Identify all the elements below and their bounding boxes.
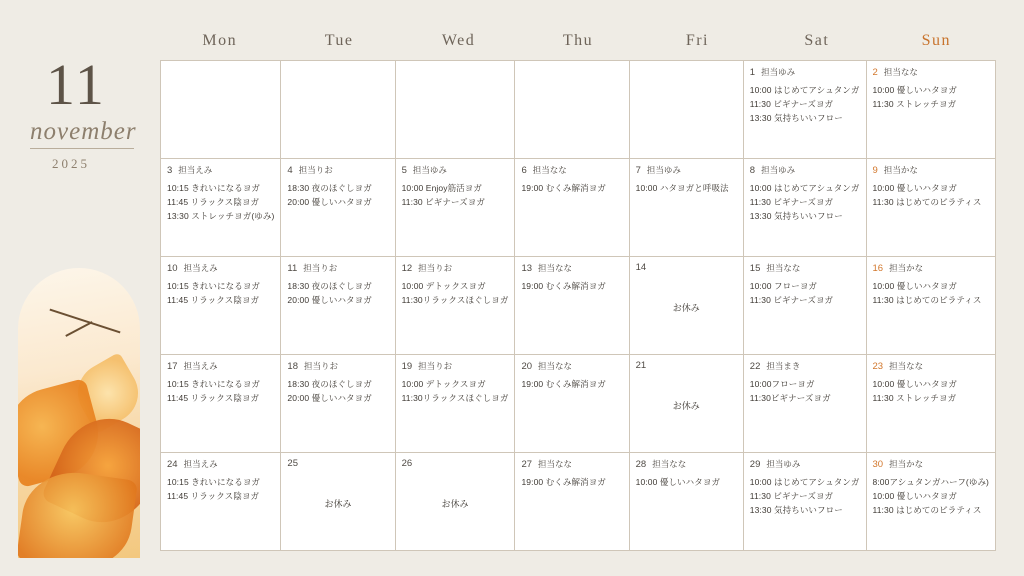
month-number: 11 [46, 52, 106, 117]
event-list [402, 377, 509, 405]
calendar-day-cell[interactable] [744, 159, 867, 257]
day-number: 22 [749, 361, 761, 372]
event-item[interactable]: 13:30 気持ちいいフロー [749, 505, 843, 515]
event-item[interactable]: 11:45 リラックス陰ヨガ [167, 197, 260, 207]
event-list [521, 181, 622, 195]
day-number: 26 [401, 458, 413, 469]
calendar-cell-empty [515, 61, 629, 159]
day-number: 8 [749, 165, 756, 176]
day-header [287, 360, 388, 373]
event-list [873, 377, 989, 405]
event-item[interactable]: 10:00 優しいハタヨガ [635, 477, 721, 487]
day-number: 28 [635, 459, 647, 470]
day-number: 27 [521, 459, 533, 470]
day-header [750, 262, 860, 275]
staff-label: 担当なな [532, 165, 567, 175]
day-number: 15 [749, 263, 761, 274]
event-list [636, 181, 737, 195]
event-list [750, 377, 860, 405]
day-header [636, 164, 737, 177]
event-list [873, 279, 989, 307]
sidebar [0, 0, 160, 576]
staff-label: 担当えみ [183, 459, 218, 469]
day-header [636, 262, 737, 275]
month-name-script: november [30, 118, 137, 145]
event-list [167, 475, 274, 503]
day-number: 12 [401, 263, 413, 274]
event-item[interactable]: 11:30ビギナーズヨガ [749, 393, 831, 403]
day-number: 3 [167, 165, 173, 176]
day-header [287, 164, 388, 177]
staff-label: 担当ゆみ [646, 165, 681, 175]
event-list [402, 181, 509, 209]
event-list [287, 181, 388, 209]
day-header [167, 458, 274, 471]
staff-label: 担当りお [303, 263, 338, 273]
calendar-day-cell[interactable] [867, 61, 996, 159]
event-item[interactable]: 10:15 きれいになるヨガ [167, 379, 261, 389]
weekday-header-thu: Thu [562, 32, 594, 49]
closed-label: お休み [672, 303, 700, 313]
event-list [287, 279, 388, 307]
event-item[interactable]: 10:15 きれいになるヨガ [167, 183, 261, 193]
event-item[interactable]: 11:30 はじめてのピラティス [872, 295, 982, 305]
calendar-day-cell[interactable] [867, 159, 996, 257]
event-item[interactable]: 10:00 はじめてアシュタンガ [749, 477, 860, 487]
event-item[interactable]: 11:30 ビギナーズヨガ [401, 197, 485, 207]
event-item[interactable]: 10:00 優しいハタヨガ [872, 379, 957, 389]
event-item[interactable]: 11:45 リラックス陰ヨガ [167, 295, 260, 305]
day-number: 19 [401, 361, 413, 372]
day-number: 30 [872, 459, 884, 470]
staff-label: 担当なな [889, 361, 924, 371]
calendar-day-cell[interactable] [744, 355, 867, 453]
day-number: 13 [521, 263, 533, 274]
event-item[interactable]: 20:00 優しいハタヨガ [287, 393, 372, 403]
day-number: 17 [167, 361, 178, 372]
calendar-day-cell[interactable] [867, 453, 996, 551]
event-list [521, 475, 622, 489]
staff-label: 担当かな [889, 459, 924, 469]
day-number: 10 [167, 263, 178, 274]
event-list [750, 279, 860, 307]
autumn-leaves-photo [18, 268, 140, 558]
day-header [873, 262, 989, 275]
calendar-day-cell[interactable] [515, 257, 629, 355]
staff-label: 担当かな [883, 165, 918, 175]
staff-label: 担当ゆみ [766, 459, 801, 469]
calendar-cell-empty [161, 61, 281, 159]
event-item[interactable]: 10:00 優しいハタヨガ [872, 85, 957, 95]
event-item[interactable]: 19:00 むくみ解消ヨガ [521, 183, 606, 193]
calendar-day-cell[interactable] [515, 355, 629, 453]
event-item[interactable]: 20:00 優しいハタヨガ [287, 197, 372, 207]
day-number: 21 [635, 360, 647, 371]
event-item[interactable]: 10:00 はじめてアシュタンガ [749, 85, 860, 95]
year-label: 2025 [52, 156, 90, 171]
staff-label: 担当りお [304, 361, 339, 371]
day-header [402, 458, 509, 471]
event-list [750, 475, 860, 517]
day-header [402, 164, 509, 177]
calendar-day-cell[interactable] [515, 159, 629, 257]
staff-label: 担当なな [766, 263, 801, 273]
event-item[interactable]: 11:30 ストレッチヨガ [872, 393, 957, 403]
day-header [873, 66, 989, 79]
closed-label: お休み [324, 499, 352, 509]
event-item[interactable]: 13:30 気持ちいいフロー [749, 113, 843, 123]
calendar-cell-empty [396, 61, 516, 159]
event-list [521, 279, 622, 293]
event-item[interactable]: 11:30リラックスほぐしヨガ [401, 295, 509, 305]
event-list [750, 83, 860, 125]
event-item[interactable]: 10:00フローヨガ [749, 379, 815, 389]
event-item[interactable]: 10:00 優しいハタヨガ [872, 281, 957, 291]
calendar-cell-empty [630, 61, 744, 159]
calendar-day-cell[interactable] [515, 453, 629, 551]
day-number: 2 [872, 67, 878, 78]
staff-label: 担当なな [538, 459, 573, 469]
weekday-header-row [160, 32, 996, 60]
day-number: 16 [872, 263, 884, 274]
calendar-day-cell[interactable] [630, 453, 744, 551]
staff-label: 担当なな [538, 361, 573, 371]
staff-label: 担当りお [418, 361, 453, 371]
day-header [167, 360, 274, 373]
calendar-day-cell[interactable] [867, 355, 996, 453]
event-list [636, 475, 737, 489]
day-number: 29 [749, 459, 761, 470]
staff-label: 担当りお [298, 165, 333, 175]
staff-label: 担当えみ [183, 263, 218, 273]
day-number: 24 [167, 459, 178, 470]
day-header [521, 458, 622, 471]
calendar-day-cell[interactable] [161, 453, 281, 551]
day-number: 11 [287, 263, 298, 274]
event-item[interactable]: 10:15 きれいになるヨガ [167, 477, 261, 487]
event-item[interactable]: 11:30リラックスほぐしヨガ [401, 393, 509, 403]
event-item[interactable]: 10:00 ハタヨガと呼吸法 [635, 183, 729, 193]
event-item[interactable]: 10:00 フローヨガ [749, 281, 818, 291]
calendar-day-cell[interactable] [744, 61, 867, 159]
event-item[interactable]: 19:00 むくみ解消ヨガ [521, 281, 606, 291]
event-list [287, 377, 388, 405]
weekday-header-tue: Tue [324, 32, 354, 49]
event-item[interactable]: 10:00 Enjoy筋活ヨガ [401, 183, 482, 193]
event-item[interactable]: 10:00 デトックスヨガ [401, 281, 486, 291]
event-item[interactable]: 8:00アシュタンガハーフ(ゆみ) [872, 477, 989, 487]
day-number: 20 [521, 361, 533, 372]
event-item[interactable]: 10:00 デトックスヨガ [401, 379, 486, 389]
day-number: 6 [521, 165, 527, 176]
event-item[interactable]: 11:30 ビギナーズヨガ [749, 197, 834, 207]
calendar-day-cell[interactable] [396, 159, 516, 257]
event-item[interactable]: 19:00 むくみ解消ヨガ [521, 379, 606, 389]
branch-decoration-secondary [65, 321, 92, 337]
event-item[interactable]: 13:30 ストレッチヨガ(ゆみ) [167, 211, 275, 221]
day-number: 5 [401, 165, 407, 176]
event-item[interactable]: 13:30 気持ちいいフロー [749, 211, 843, 221]
calendar [160, 32, 996, 551]
closed-label: お休み [441, 499, 469, 509]
day-number: 7 [635, 165, 641, 176]
day-header [750, 66, 860, 79]
event-item[interactable]: 10:00 優しいハタヨガ [872, 183, 957, 193]
calendar-day-cell[interactable] [630, 257, 744, 355]
calendar-day-cell[interactable] [744, 453, 867, 551]
event-list [167, 181, 274, 223]
calendar-day-cell[interactable] [161, 355, 281, 453]
day-header [402, 360, 509, 373]
staff-label: 担当えみ [178, 165, 213, 175]
event-list [750, 181, 860, 223]
day-number: 4 [287, 165, 293, 176]
day-header [873, 164, 989, 177]
staff-label: 担当えみ [183, 361, 218, 371]
event-list [873, 83, 989, 111]
event-item[interactable]: 11:30 ビギナーズヨガ [749, 491, 834, 501]
calendar-day-cell[interactable] [396, 257, 516, 355]
event-item[interactable]: 19:00 むくみ解消ヨガ [521, 477, 606, 487]
staff-label: 担当かな [889, 263, 924, 273]
calendar-cell-empty [281, 61, 395, 159]
event-list [873, 181, 989, 209]
day-header [750, 458, 860, 471]
event-list [167, 377, 274, 405]
day-number: 25 [287, 458, 298, 469]
day-number: 9 [872, 165, 878, 176]
calendar-grid [160, 60, 996, 551]
calendar-day-cell[interactable] [630, 159, 744, 257]
day-header [287, 262, 388, 275]
calendar-day-cell[interactable] [161, 257, 281, 355]
weekday-header-sun: Sun [921, 32, 951, 49]
day-header [287, 458, 388, 471]
staff-label: 担当なな [883, 67, 918, 77]
weekday-header-sat: Sat [804, 32, 830, 49]
calendar-day-cell[interactable] [744, 257, 867, 355]
day-header [521, 164, 622, 177]
event-item[interactable]: 11:30 はじめてのピラティス [872, 505, 982, 515]
event-item[interactable]: 11:30 ストレッチヨガ [872, 99, 957, 109]
day-header [167, 164, 274, 177]
day-header [636, 458, 737, 471]
staff-label: 担当なな [538, 263, 573, 273]
day-number: 1 [749, 67, 756, 78]
staff-label: 担当ゆみ [761, 165, 796, 175]
calendar-day-cell[interactable] [281, 257, 395, 355]
event-item[interactable]: 10:15 きれいになるヨガ [167, 281, 261, 291]
event-item[interactable]: 18:30 夜のほぐしヨガ [287, 281, 372, 291]
day-number: 23 [872, 361, 884, 372]
calendar-day-cell[interactable] [396, 355, 516, 453]
calendar-day-cell[interactable] [867, 257, 996, 355]
weekday-header-wed: Wed [441, 32, 476, 49]
day-header [167, 262, 274, 275]
event-item[interactable]: 11:30 ビギナーズヨガ [749, 99, 834, 109]
event-list [402, 279, 509, 307]
branch-decoration [50, 309, 121, 334]
event-item[interactable]: 11:45 リラックス陰ヨガ [167, 491, 260, 501]
day-header [521, 360, 622, 373]
weekday-header-mon: Mon [202, 32, 238, 49]
divider-rule [30, 148, 134, 149]
day-header [873, 360, 989, 373]
day-header [873, 458, 989, 471]
event-item[interactable]: 11:45 リラックス陰ヨガ [167, 393, 260, 403]
event-item[interactable]: 20:00 優しいハタヨガ [287, 295, 372, 305]
event-item[interactable]: 18:30 夜のほぐしヨガ [287, 379, 372, 389]
day-header [402, 262, 509, 275]
event-item[interactable]: 18:30 夜のほぐしヨガ [287, 183, 372, 193]
event-item[interactable]: 11:30 はじめてのピラティス [872, 197, 982, 207]
day-header [636, 360, 737, 373]
calendar-day-cell[interactable] [396, 453, 516, 551]
event-list [873, 475, 989, 517]
closed-label: お休み [672, 401, 700, 411]
day-header [750, 360, 860, 373]
day-number: 14 [635, 262, 647, 273]
calendar-day-cell[interactable] [281, 453, 395, 551]
calendar-day-cell[interactable] [281, 159, 395, 257]
calendar-day-cell[interactable] [281, 355, 395, 453]
event-list [167, 279, 274, 307]
event-list [521, 377, 622, 391]
event-item[interactable]: 10:00 はじめてアシュタンガ [749, 183, 860, 193]
staff-label: 担当ゆみ [761, 67, 796, 77]
weekday-header-fri: Fri [685, 32, 709, 49]
event-item[interactable]: 10:00 優しいハタヨガ [872, 491, 957, 501]
calendar-day-cell[interactable] [161, 159, 281, 257]
calendar-day-cell[interactable] [630, 355, 744, 453]
day-header [750, 164, 860, 177]
staff-label: 担当ゆみ [412, 165, 447, 175]
staff-label: 担当まき [766, 361, 801, 371]
staff-label: 担当なな [652, 459, 687, 469]
day-number: 18 [287, 361, 298, 372]
day-header [521, 262, 622, 275]
event-item[interactable]: 11:30 ビギナーズヨガ [749, 295, 834, 305]
staff-label: 担当りお [418, 263, 453, 273]
